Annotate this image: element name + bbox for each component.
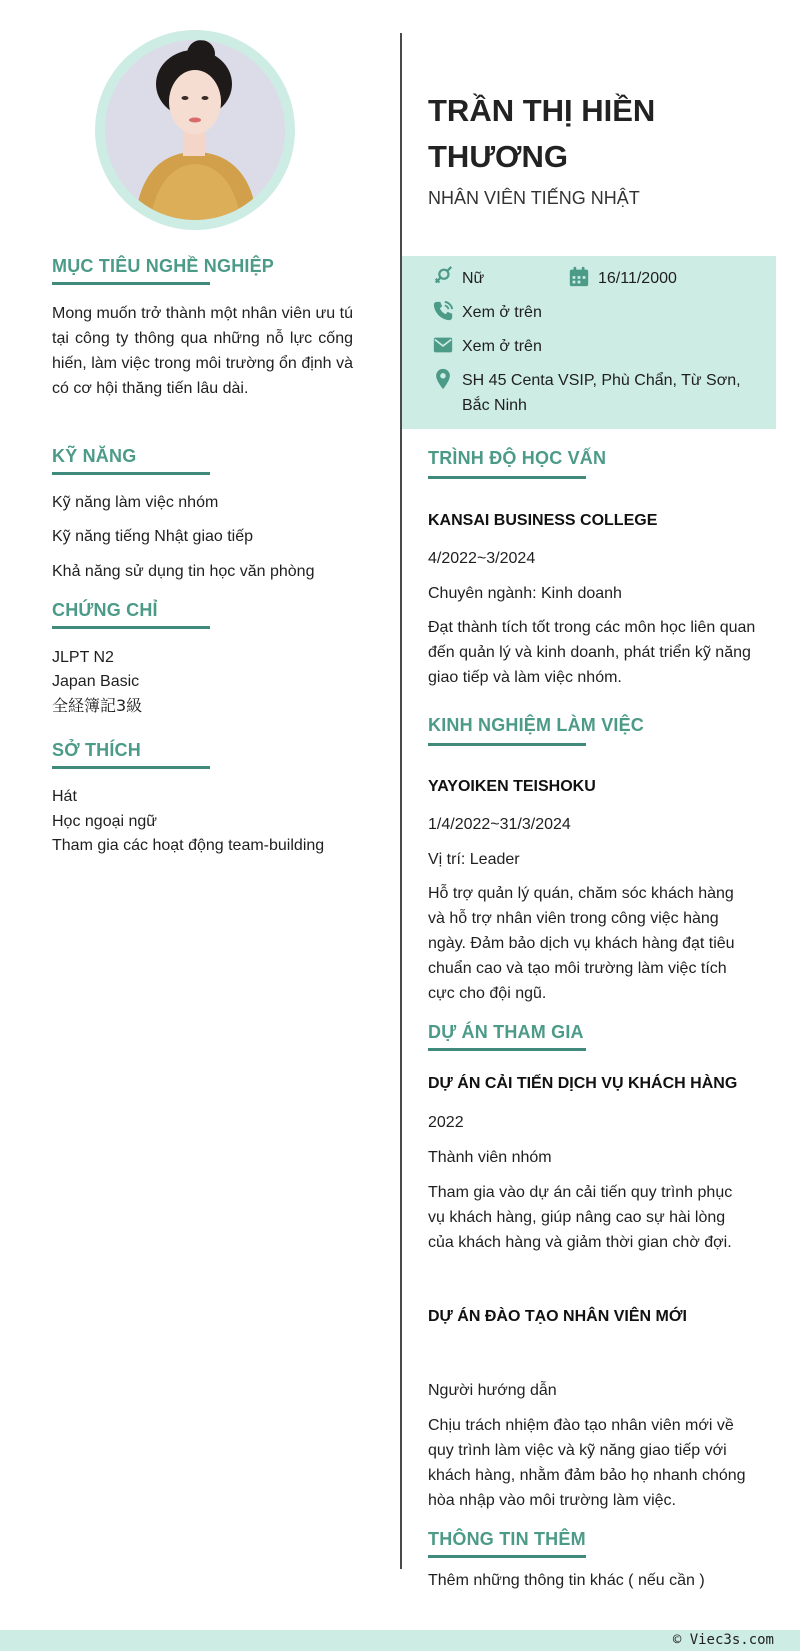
skills-title: KỸ NĂNG (52, 446, 137, 466)
footer-copyright: © Viec3s.com (672, 1632, 774, 1648)
skill-item: Khả năng sử dụng tin học văn phòng (52, 563, 315, 580)
email-value: Xem ở trên (462, 338, 542, 355)
hobby-item: Tham gia các hoạt động team-building (52, 837, 325, 854)
candidate-name: TRẦN THỊ HIỀN THƯƠNG (428, 93, 656, 174)
education-period: 4/2022~3/2024 (428, 550, 536, 567)
certificate-item: Japan Basic (52, 673, 140, 690)
additional-underline (428, 1555, 586, 1558)
additional-title: THÔNG TIN THÊM (428, 1529, 586, 1549)
experience-period: 1/4/2022~31/3/2024 (428, 816, 571, 833)
projects-title: DỰ ÁN THAM GIA (428, 1022, 584, 1042)
experience-underline (428, 743, 586, 746)
experience-position: Vị trí: Leader (428, 851, 520, 868)
certificates-underline (52, 626, 210, 629)
email-icon (432, 334, 454, 356)
phone-icon (432, 300, 454, 322)
career-goal-underline (52, 282, 210, 285)
experience-company: YAYOIKEN TEISHOKU (428, 778, 596, 795)
avatar-photo (105, 40, 285, 220)
address-value: SH 45 Centa VSIP, Phù Chẩn, Từ Sơn, Bắc Ninh (462, 372, 741, 414)
experience-description: Hỗ trợ quản lý quán, chăm sóc khách hàng và hỗ trợ nhân viên trong công việc hàng ngày. Đảm bảo dịch vụ khách hàng đạt tiêu chuẩn cao và tạo môi trường làm việc tích cực cho đội ngũ. (428, 885, 735, 1002)
education-description: Đạt thành tích tốt trong các môn học liên quan đến quản lý và kinh doanh, phát triển kỹ năng giao tiếp và làm việc nhóm. (428, 619, 756, 686)
skill-item: Kỹ năng tiếng Nhật giao tiếp (52, 528, 254, 545)
experience-title: KINH NGHIỆM LÀM VIỆC (428, 715, 645, 735)
certificates-title: CHỨNG CHỈ (52, 600, 158, 620)
calendar-icon (568, 266, 590, 288)
skill-item: Kỹ năng làm việc nhóm (52, 494, 219, 511)
projects-underline (428, 1048, 586, 1051)
project-year: 2022 (428, 1114, 464, 1131)
education-major: Chuyên ngành: Kinh doanh (428, 585, 622, 602)
project-description: Tham gia vào dự án cải tiến quy trình phục vụ khách hàng, giúp nâng cao sự hài lòng của khách hàng và giảm thời gian chờ đợi. (428, 1184, 733, 1251)
career-goal-title: MỤC TIÊU NGHỀ NGHIỆP (52, 256, 275, 276)
hobbies-title: SỞ THÍCH (52, 740, 141, 760)
avatar (105, 40, 285, 220)
hobbies-underline (52, 766, 210, 769)
career-goal-text: Mong muốn trở thành một nhân viên ưu tú tại công ty thông qua những nỗ lực cống hiến, làm việc trong môi trường ổn định và có cơ hội thăng tiến lâu dài. (52, 305, 353, 397)
avatar-frame (95, 30, 295, 230)
candidate-job-title: NHÂN VIÊN TIẾNG NHẬT (428, 188, 640, 208)
additional-text: Thêm những thông tin khác ( nếu cần ) (428, 1572, 705, 1589)
birthday-value: 16/11/2000 (598, 270, 677, 287)
gender-value: Nữ (462, 270, 485, 287)
phone-value: Xem ở trên (462, 304, 542, 321)
education-underline (428, 476, 586, 479)
personal-info-panel (402, 256, 776, 429)
footer-bar (0, 1630, 800, 1651)
hobby-item: Hát (52, 788, 77, 805)
project-description: Chịu trách nhiệm đào tạo nhân viên mới về quy trình làm việc và kỹ năng giao tiếp với khách hàng, nhằm đảm bảo họ nhanh chóng hòa nhập vào môi trường làm việc. (428, 1417, 746, 1509)
project-role: Thành viên nhóm (428, 1149, 552, 1166)
education-school: KANSAI BUSINESS COLLEGE (428, 512, 658, 529)
gender-icon (432, 266, 454, 288)
project-role: Người hướng dẫn (428, 1382, 557, 1399)
education-title: TRÌNH ĐỘ HỌC VẤN (428, 448, 607, 468)
certificate-item: 全経簿記3級 (52, 696, 143, 715)
certificate-item: JLPT N2 (52, 649, 114, 666)
project-name: DỰ ÁN ĐÀO TẠO NHÂN VIÊN MỚI (428, 1308, 687, 1325)
hobby-item: Học ngoại ngữ (52, 813, 157, 830)
skills-underline (52, 472, 210, 475)
project-name: DỰ ÁN CẢI TIẾN DỊCH VỤ KHÁCH HÀNG (428, 1075, 738, 1092)
location-icon (432, 368, 454, 390)
